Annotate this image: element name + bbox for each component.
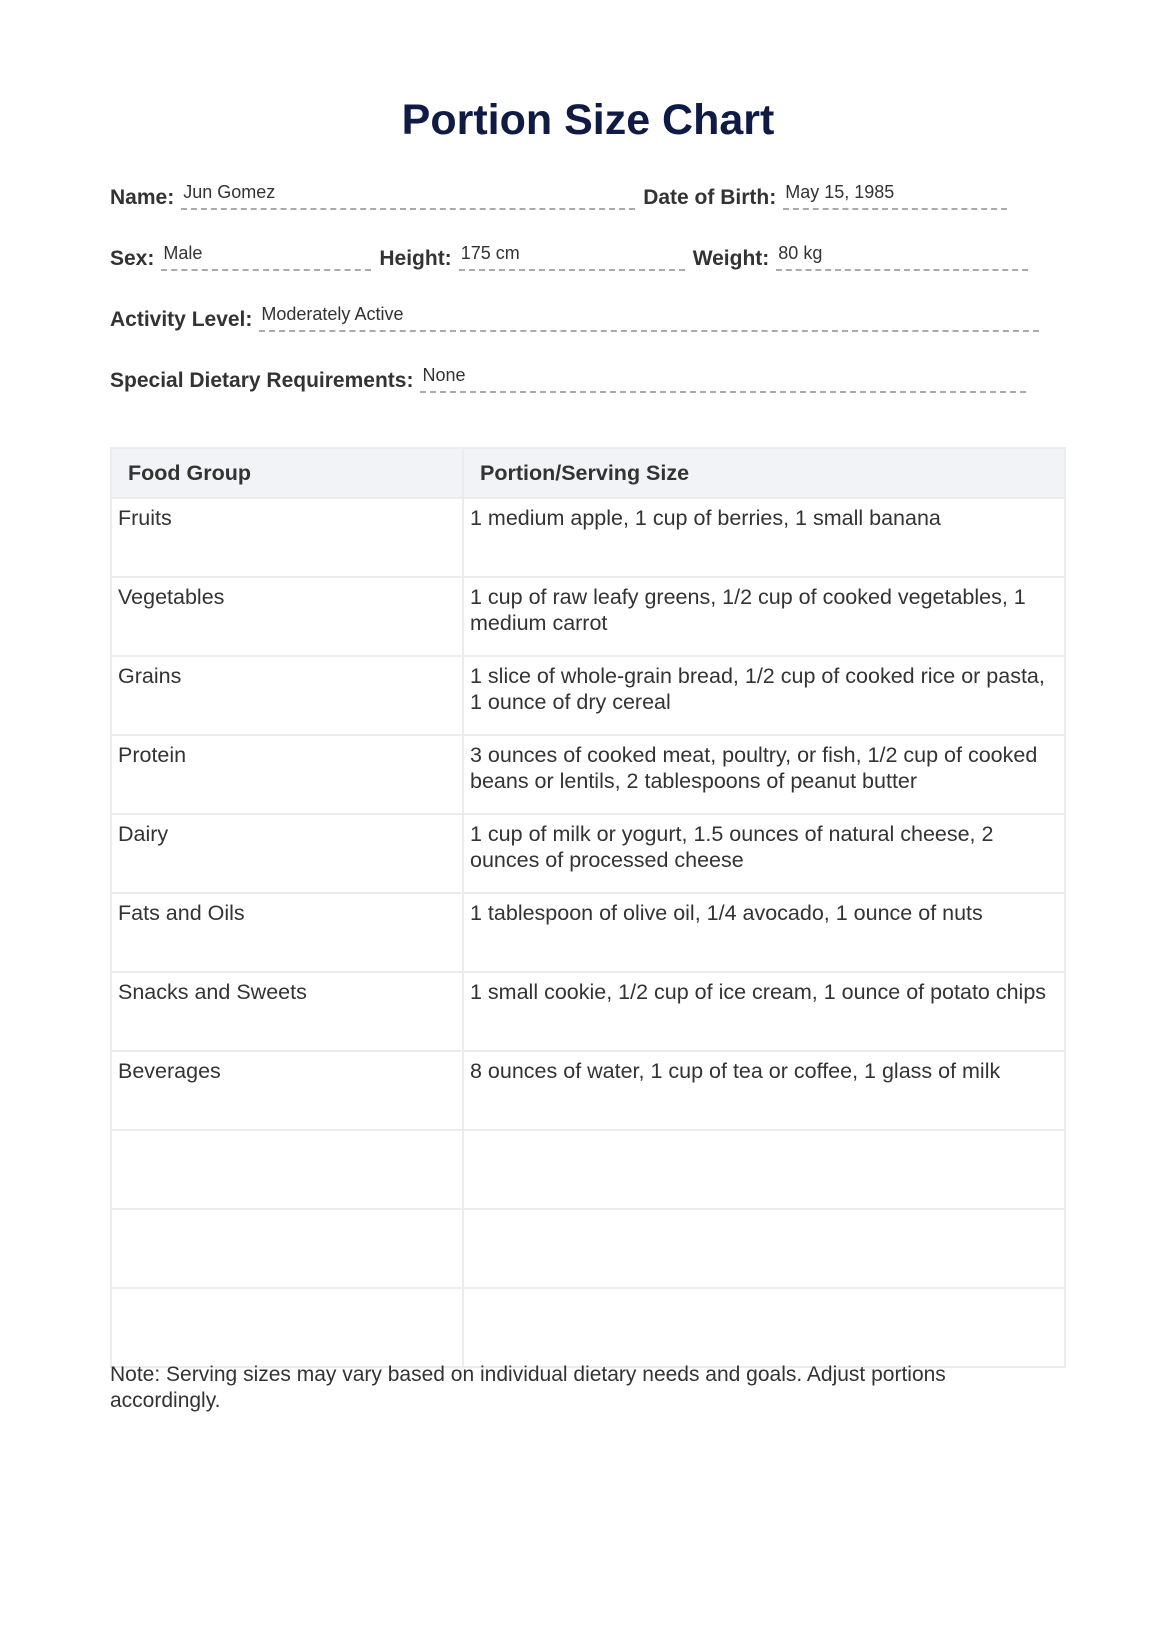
table-header-row	[111, 448, 1065, 498]
note-text: Note: Serving sizes may vary based on individual dietary needs and goals. Adjust portions accordingly.	[110, 1363, 946, 1412]
activity-label: Activity Level:	[110, 308, 253, 331]
food-group-cell: Beverages	[111, 1051, 463, 1130]
page-title: Portion Size Chart	[401, 96, 775, 144]
food-group-cell	[111, 1130, 463, 1209]
dob-field[interactable]: May 15, 1985	[783, 182, 1007, 210]
table-row	[111, 735, 1065, 814]
portion-size-cell: 1 medium apple, 1 cup of berries, 1 small banana	[463, 498, 1065, 577]
table-row	[111, 972, 1065, 1051]
diet-field[interactable]: None	[420, 365, 1026, 393]
table-row	[111, 893, 1065, 972]
table-row	[111, 498, 1065, 577]
sex-label: Sex:	[110, 247, 155, 270]
name-dob-row	[110, 182, 1007, 210]
portion-size-cell: 1 slice of whole-grain bread, 1/2 cup of cooked rice or pasta, 1 ounce of dry cereal	[463, 656, 1065, 735]
weight-label: Weight:	[692, 247, 770, 270]
food-group-cell: Snacks and Sweets	[111, 972, 463, 1051]
dob-label: Date of Birth:	[643, 186, 777, 209]
table-row	[111, 814, 1065, 893]
header-portion-size: Portion/Serving Size	[463, 448, 1065, 498]
portion-table	[110, 447, 1066, 1368]
sex-field[interactable]: Male	[161, 243, 371, 271]
portion-size-cell: 1 cup of milk or yogurt, 1.5 ounces of natural cheese, 2 ounces of processed cheese	[463, 814, 1065, 893]
table-row	[111, 577, 1065, 656]
food-group-cell: Protein	[111, 735, 463, 814]
food-group-cell: Fats and Oils	[111, 893, 463, 972]
diet-row	[110, 365, 1026, 393]
activity-row	[110, 304, 1039, 332]
name-label: Name:	[110, 186, 175, 209]
table-row	[111, 1288, 1065, 1367]
portion-size-cell: 3 ounces of cooked meat, poultry, or fish, 1/2 cup of cooked beans or lentils, 2 tablespoons of peanut butter	[463, 735, 1065, 814]
activity-field[interactable]: Moderately Active	[259, 304, 1039, 332]
portion-size-cell	[463, 1209, 1065, 1288]
name-field[interactable]: Jun Gomez	[181, 182, 635, 210]
food-group-cell: Vegetables	[111, 577, 463, 656]
food-group-cell	[111, 1209, 463, 1288]
table-row	[111, 1051, 1065, 1130]
food-group-cell	[111, 1288, 463, 1367]
diet-label: Special Dietary Requirements:	[110, 369, 414, 392]
table-row	[111, 656, 1065, 735]
height-field[interactable]: 175 cm	[459, 243, 685, 271]
height-label: Height:	[379, 247, 452, 270]
table-row	[111, 1209, 1065, 1288]
portion-size-cell	[463, 1130, 1065, 1209]
portion-size-cell: 1 tablespoon of olive oil, 1/4 avocado, 1 ounce of nuts	[463, 893, 1065, 972]
sex-height-weight-row	[110, 243, 1028, 271]
portion-size-cell: 8 ounces of water, 1 cup of tea or coffee, 1 glass of milk	[463, 1051, 1065, 1130]
portion-size-cell	[463, 1288, 1065, 1367]
portion-size-cell: 1 cup of raw leafy greens, 1/2 cup of cooked vegetables, 1 medium carrot	[463, 577, 1065, 656]
food-group-cell: Dairy	[111, 814, 463, 893]
weight-field[interactable]: 80 kg	[776, 243, 1028, 271]
table-row	[111, 1130, 1065, 1209]
food-group-cell: Grains	[111, 656, 463, 735]
portion-size-cell: 1 small cookie, 1/2 cup of ice cream, 1 ounce of potato chips	[463, 972, 1065, 1051]
food-group-cell: Fruits	[111, 498, 463, 577]
header-food-group: Food Group	[111, 448, 463, 498]
